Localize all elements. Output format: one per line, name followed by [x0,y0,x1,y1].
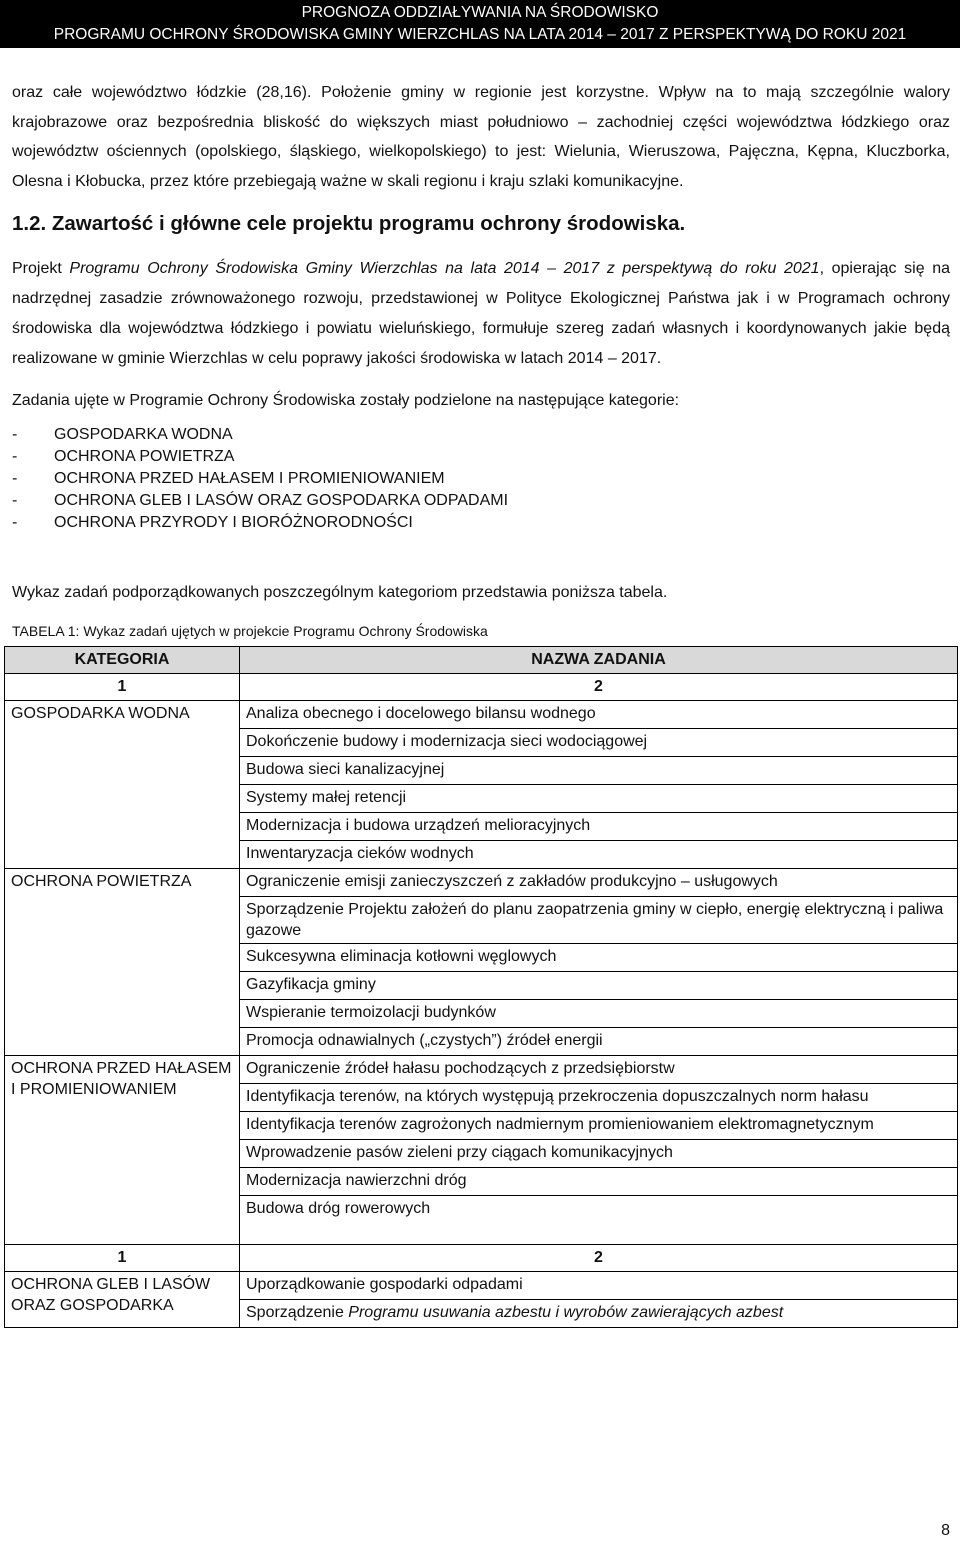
list-item [12,512,950,534]
table-row [5,701,958,729]
list-item [12,468,950,490]
column-number: 2 [240,1245,958,1272]
task-cell: Wprowadzenie pasów zieleni przy ciągach komunikacyjnych [240,1140,958,1168]
task-cell: Wspieranie termoizolacji budynków [240,1000,958,1028]
category-cell: OCHRONA PRZED HAŁASEM I PROMIENIOWANIEM [5,1056,240,1245]
task-cell: Ograniczenie emisji zanieczyszczeń z zakładów produkcyjno – usługowych [240,869,958,897]
task-cell: Analiza obecnego i docelowego bilansu wodnego [240,701,958,729]
task-cell: Sukcesywna eliminacja kotłowni węglowych [240,944,958,972]
list-item [12,446,950,468]
column-number: 1 [5,674,240,701]
categories-intro: Zadania ujęte w Programie Ochrony Środowiska zostały podzielone na następujące kategorie: [12,392,680,409]
column-number-row [5,1245,958,1272]
project-title: Programu Ochrony Środowiska Gminy Wierzchlas na lata 2014 – 2017 z perspektywą do roku 2021 [69,260,820,277]
category-cell: GOSPODARKA WODNA [5,701,240,869]
section-heading: 1.2. Zawartość i główne cele projektu programu ochrony środowiska. [12,212,686,235]
list-item [12,424,950,446]
table-row [5,1272,958,1300]
table-caption: TABELA 1: Wykaz zadań ujętych w projekcie Programu Ochrony Środowiska [12,623,488,639]
document-header [0,0,960,48]
task-cell: Identyfikacja terenów zagrożonych nadmiernym promieniowaniem elektromagnetycznym [240,1112,958,1140]
page-content [12,78,950,1328]
task-cell: Inwentaryzacja cieków wodnych [240,841,958,869]
category-label: OCHRONA PRZED HAŁASEM I PROMIENIOWANIEM [54,470,445,487]
page-number: 8 [941,1522,950,1539]
column-number-row [5,674,958,701]
task-cell: Ograniczenie źródeł hałasu pochodzących z przedsiębiorstw [240,1056,958,1084]
task-cell: Budowa sieci kanalizacyjnej [240,757,958,785]
task-cell: Systemy małej retencji [240,785,958,813]
task-cell: Modernizacja nawierzchni dróg [240,1168,958,1196]
task-cell: Gazyfikacja gminy [240,972,958,1000]
list-bullet: - [12,514,18,531]
header-line-2: PROGRAMU OCHRONY ŚRODOWISKA GMINY WIERZCHLAS NA LATA 2014 – 2017 Z PERSPEKTYWĄ DO ROKU 2021 [53,26,907,43]
category-label: OCHRONA PRZYRODY I BIORÓŻNORODNOŚCI [54,514,413,531]
project-paragraph-prefix: Projekt [12,260,70,277]
list-bullet: - [12,448,18,465]
project-paragraph [12,254,950,374]
category-label: GOSPODARKA WODNA [54,426,233,443]
intro-paragraph: oraz całe województwo łódzkie (28,16). Położenie gminy w regionie jest korzystne. Wpływ na to mają szczególnie walory krajobrazowe oraz bezpośrednia bliskość do większych miast południowo – zachodniej części województwa łódzkiego oraz województw ościennych (opolskiego, śląskiego, wielkopolskiego) to jest: Wielunia, Wieruszowa, Pajęczna, Kępna, Kluczborka, Olesna i Kłobucka, przez które przebiegają ważne w skali regionu i kraju szlaki komunikacyjne. [12,84,950,190]
task-italic: Programu usuwania azbestu i wyrobów zawierających azbest [348,1304,784,1321]
category-cell: OCHRONA GLEB I LASÓW ORAZ GOSPODARKA [5,1272,240,1328]
table-row [5,869,958,897]
column-number: 2 [240,674,958,701]
column-number: 1 [5,1245,240,1272]
task-prefix: Sporządzenie [246,1304,349,1321]
list-bullet: - [12,492,18,509]
list-bullet: - [12,426,18,443]
task-cell: Promocja odnawialnych („czystych”) źródeł energii [240,1028,958,1056]
header-line-1: PROGNOZA ODDZIAŁYWANIA NA ŚRODOWISKO [301,4,659,21]
table-intro: Wykaz zadań podporządkowanych poszczególnym kategoriom przedstawia poniższa tabela. [12,584,668,601]
column-header-task: NAZWA ZADANIA [240,647,958,674]
task-cell: Budowa dróg rowerowych [240,1196,958,1245]
task-cell: Uporządkowanie gospodarki odpadami [240,1272,958,1300]
category-label: OCHRONA GLEB I LASÓW ORAZ GOSPODARKA ODPADAMI [54,492,509,509]
column-header-category: KATEGORIA [5,647,240,674]
table-header-row [5,647,958,674]
category-list [12,424,950,534]
table-row [5,1056,958,1084]
tasks-table [4,646,958,1328]
category-label: OCHRONA POWIETRZA [54,448,235,465]
category-cell: OCHRONA POWIETRZA [5,869,240,1056]
task-cell: Dokończenie budowy i modernizacja sieci wodociągowej [240,729,958,757]
list-bullet: - [12,470,18,487]
task-cell [240,1300,958,1328]
task-cell: Identyfikacja terenów, na których występują przekroczenia dopuszczalnych norm hałasu [240,1084,958,1112]
list-item [12,490,950,512]
task-cell: Modernizacja i budowa urządzeń melioracyjnych [240,813,958,841]
task-cell: Sporządzenie Projektu założeń do planu zaopatrzenia gminy w ciepło, energię elektryczną i paliwa gazowe [240,897,958,944]
project-paragraph-suffix: , opierając się na nadrzędnej zasadzie zrównoważonego rozwoju, przedstawionej w Polityce Ekologicznej Państwa jak i w Programach ochrony środowiska dla województwa łódzkiego i powiatu wieluńskiego, formułuje szereg zadań własnych i koordynowanych jakie będą realizowane w gminie Wierzchlas w celu poprawy jakości środowiska w latach 2014 – 2017. [12,260,950,367]
